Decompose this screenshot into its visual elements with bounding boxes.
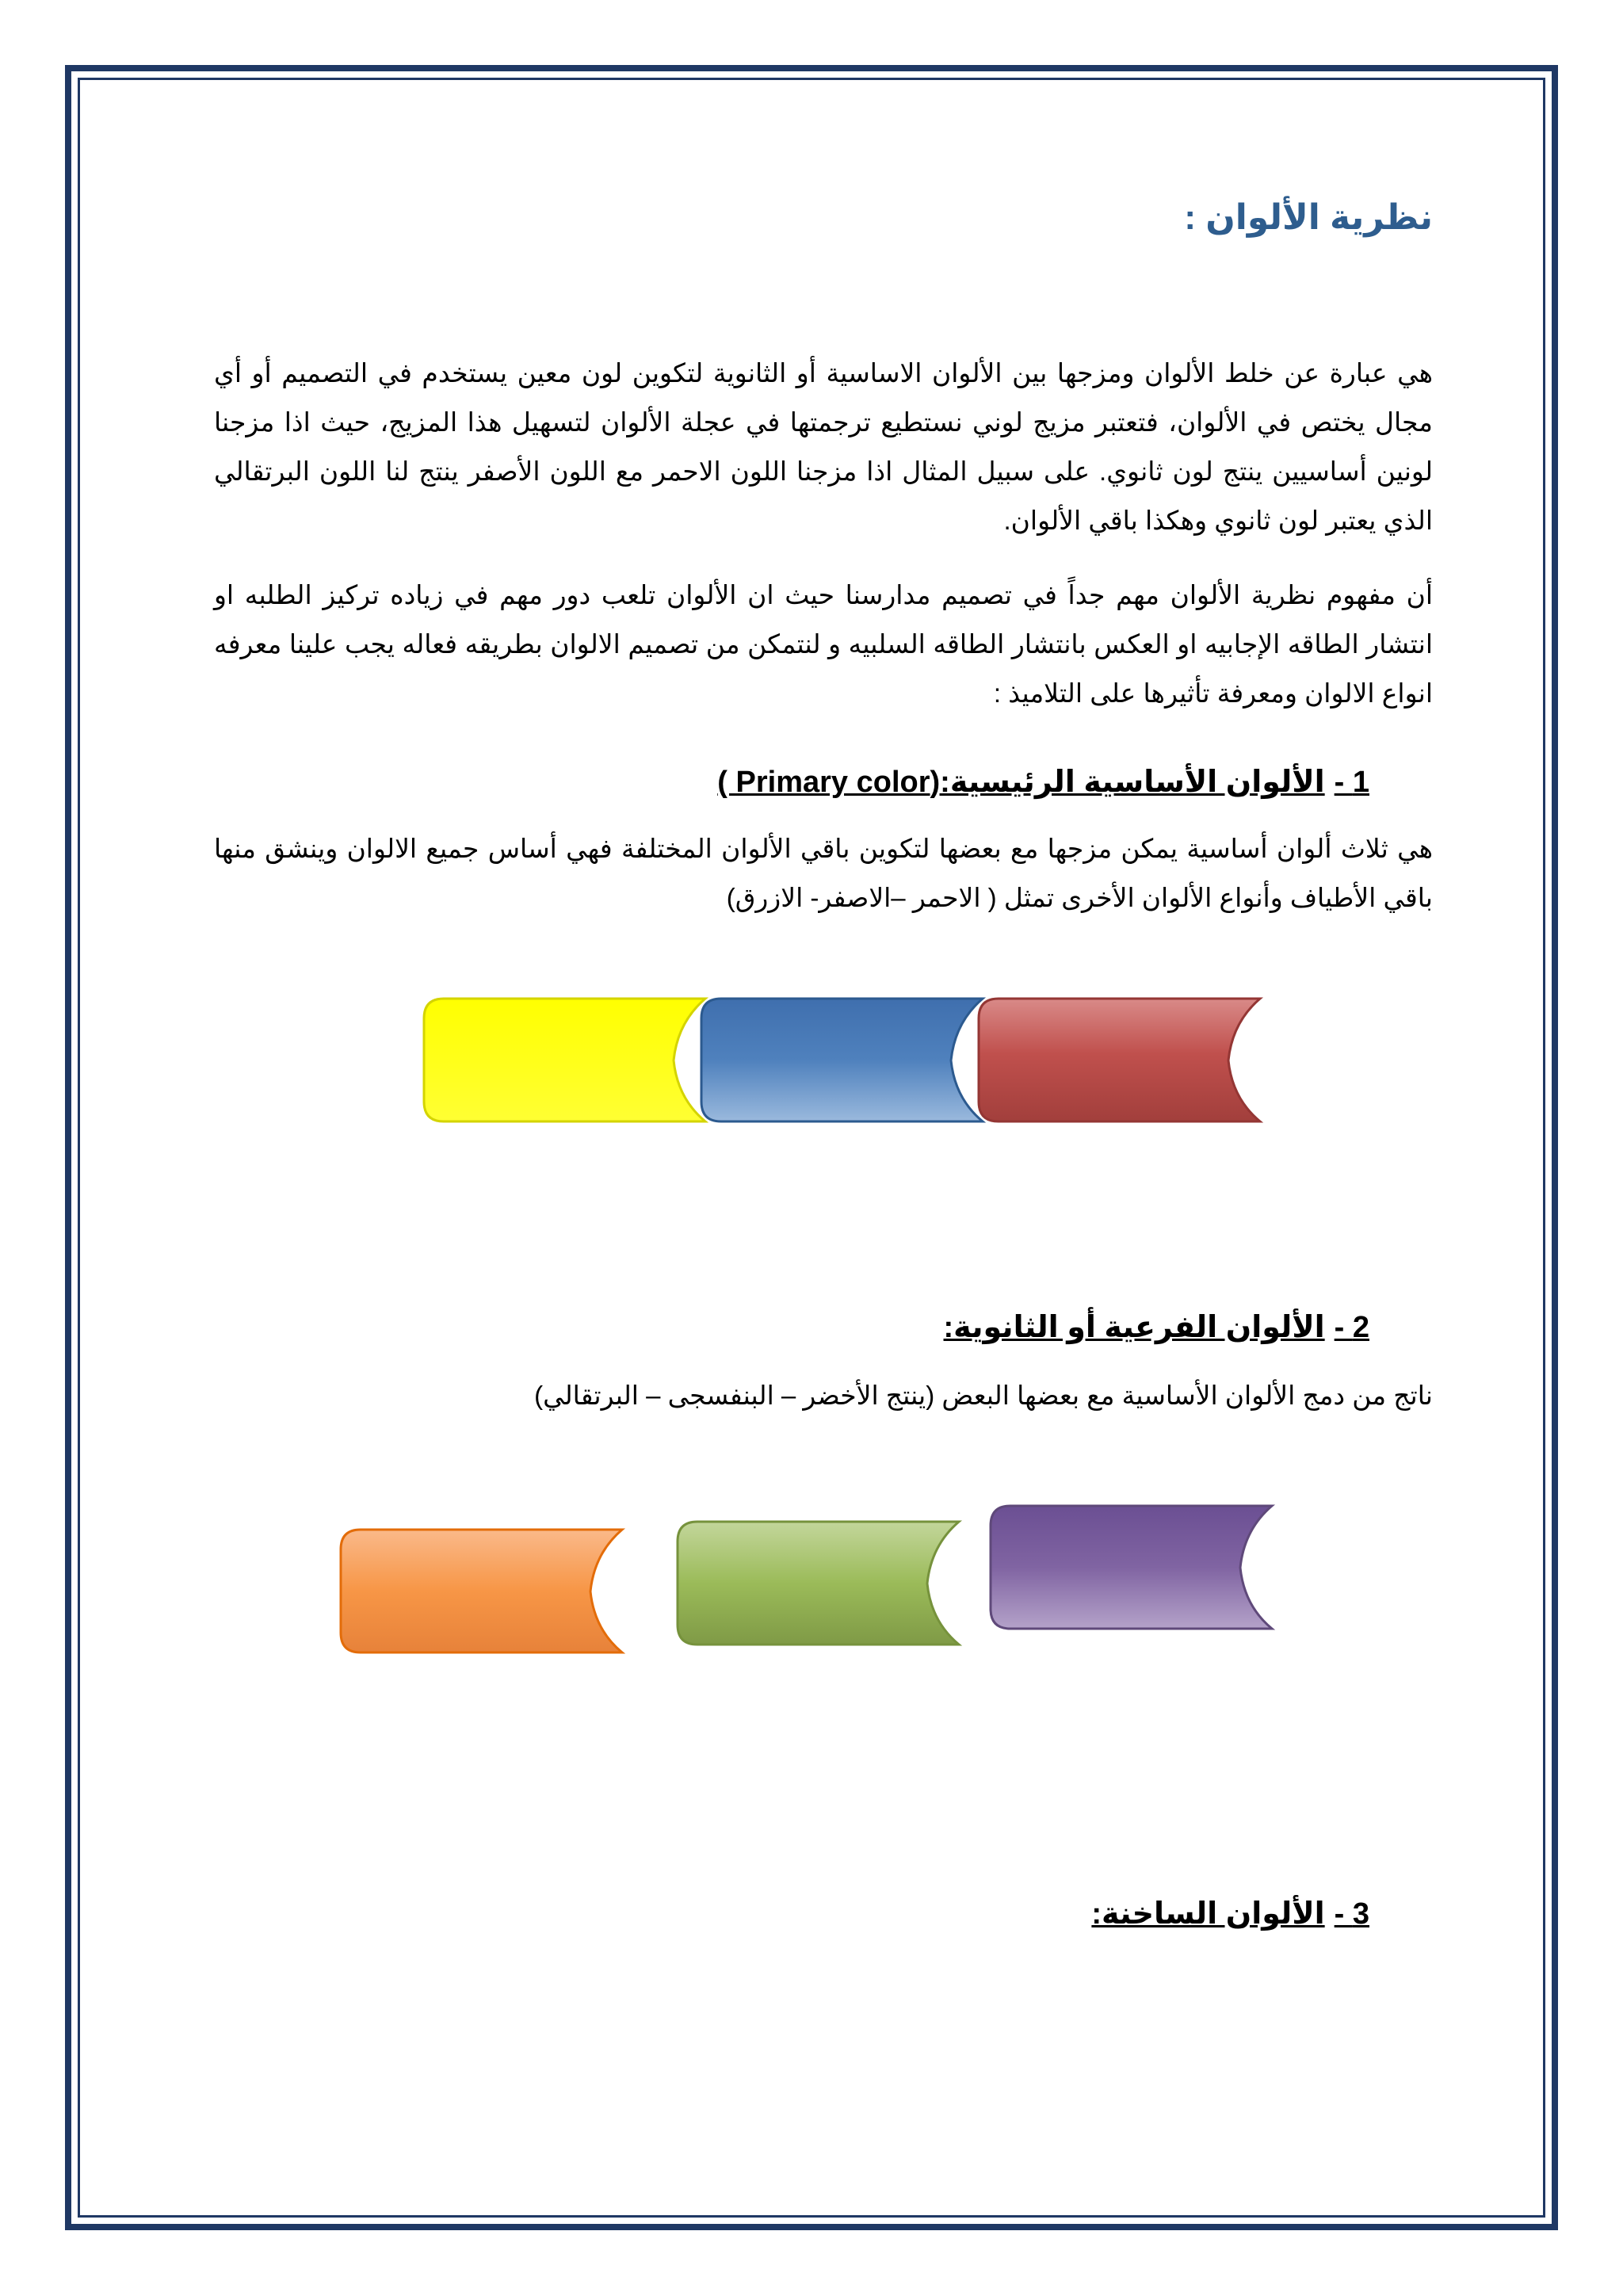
section-heading-text: الألوان الفرعية أو الثانوية: xyxy=(943,1311,1325,1344)
document-body xyxy=(214,182,1433,923)
tab-orange xyxy=(341,1530,622,1652)
primary-colors-paragraph: هي ثلاث ألوان أساسية يمكن مزجها مع بعضها لتكوين باقي الألوان المختلفة فهي أساس جميع الالوان وينشق منها باقي الأطياف وأنواع الألوان الأخرى تمثل ( الاحمر –الاصفر- الازرق) xyxy=(214,834,1434,912)
page-title: نظرية الألوان : xyxy=(1184,198,1433,237)
tab-blue xyxy=(701,999,983,1121)
section-heading-text: الألوان الساخنة: xyxy=(1091,1897,1325,1931)
section-number: 1 - xyxy=(1334,766,1369,799)
tab-red xyxy=(979,999,1260,1121)
primary-color-tabs xyxy=(396,991,1284,1133)
tab-green xyxy=(678,1522,959,1645)
section-heading-primary xyxy=(214,755,1433,810)
importance-paragraph: أن مفهوم نظرية الألوان مهم جداً في تصميم مدارسنا حيث ان الألوان تلعب دور مهم في زياده تركيز الطلبه او انتشار الطاقه الإجابيه او العكس بانتشار الطاقه السلبيه و لنتمكن من تصميم الالوان بطريقه فعاله يجب علينا معرفه انواع الالوان ومعرفة تأثيرها على التلاميذ : xyxy=(214,580,1433,708)
secondary-color-tabs xyxy=(333,1490,1284,1680)
tab-purple xyxy=(991,1506,1272,1629)
section-warm xyxy=(214,1886,1433,1942)
section-heading-text: الألوان الأساسية الرئيسية:(Primary color ) xyxy=(717,766,1325,799)
section-number: 3 - xyxy=(1334,1897,1369,1931)
section-number: 2 - xyxy=(1334,1311,1369,1344)
intro-paragraph: هي عبارة عن خلط الألوان ومزجها بين الألوان الاساسية أو الثانوية لتكوين لون معين يستخدم في التصميم أو أي مجال يختص في الألوان، فتعتبر مزيج لوني نستطيع ترجمتها في عجلة الألوان لتسهيل هذا المزيج، حيث اذا مزجنا لونين أساسيين ينتج لون ثانوي. على سبيل المثال اذا مزجنا اللون الاحمر مع اللون الأصفر ينتج لنا اللون البرتقالي الذي يعتبر لون ثانوي وهكذا باقي الألوان. xyxy=(214,358,1433,535)
section-secondary xyxy=(214,1300,1433,1420)
section-heading-secondary xyxy=(214,1300,1433,1355)
tab-yellow xyxy=(424,999,705,1121)
section-heading-warm xyxy=(214,1886,1433,1942)
secondary-colors-paragraph: ناتج من دمج الألوان الأساسية مع بعضها البعض (ينتج الأخضر – البنفسجى – البرتقالي) xyxy=(534,1381,1433,1410)
